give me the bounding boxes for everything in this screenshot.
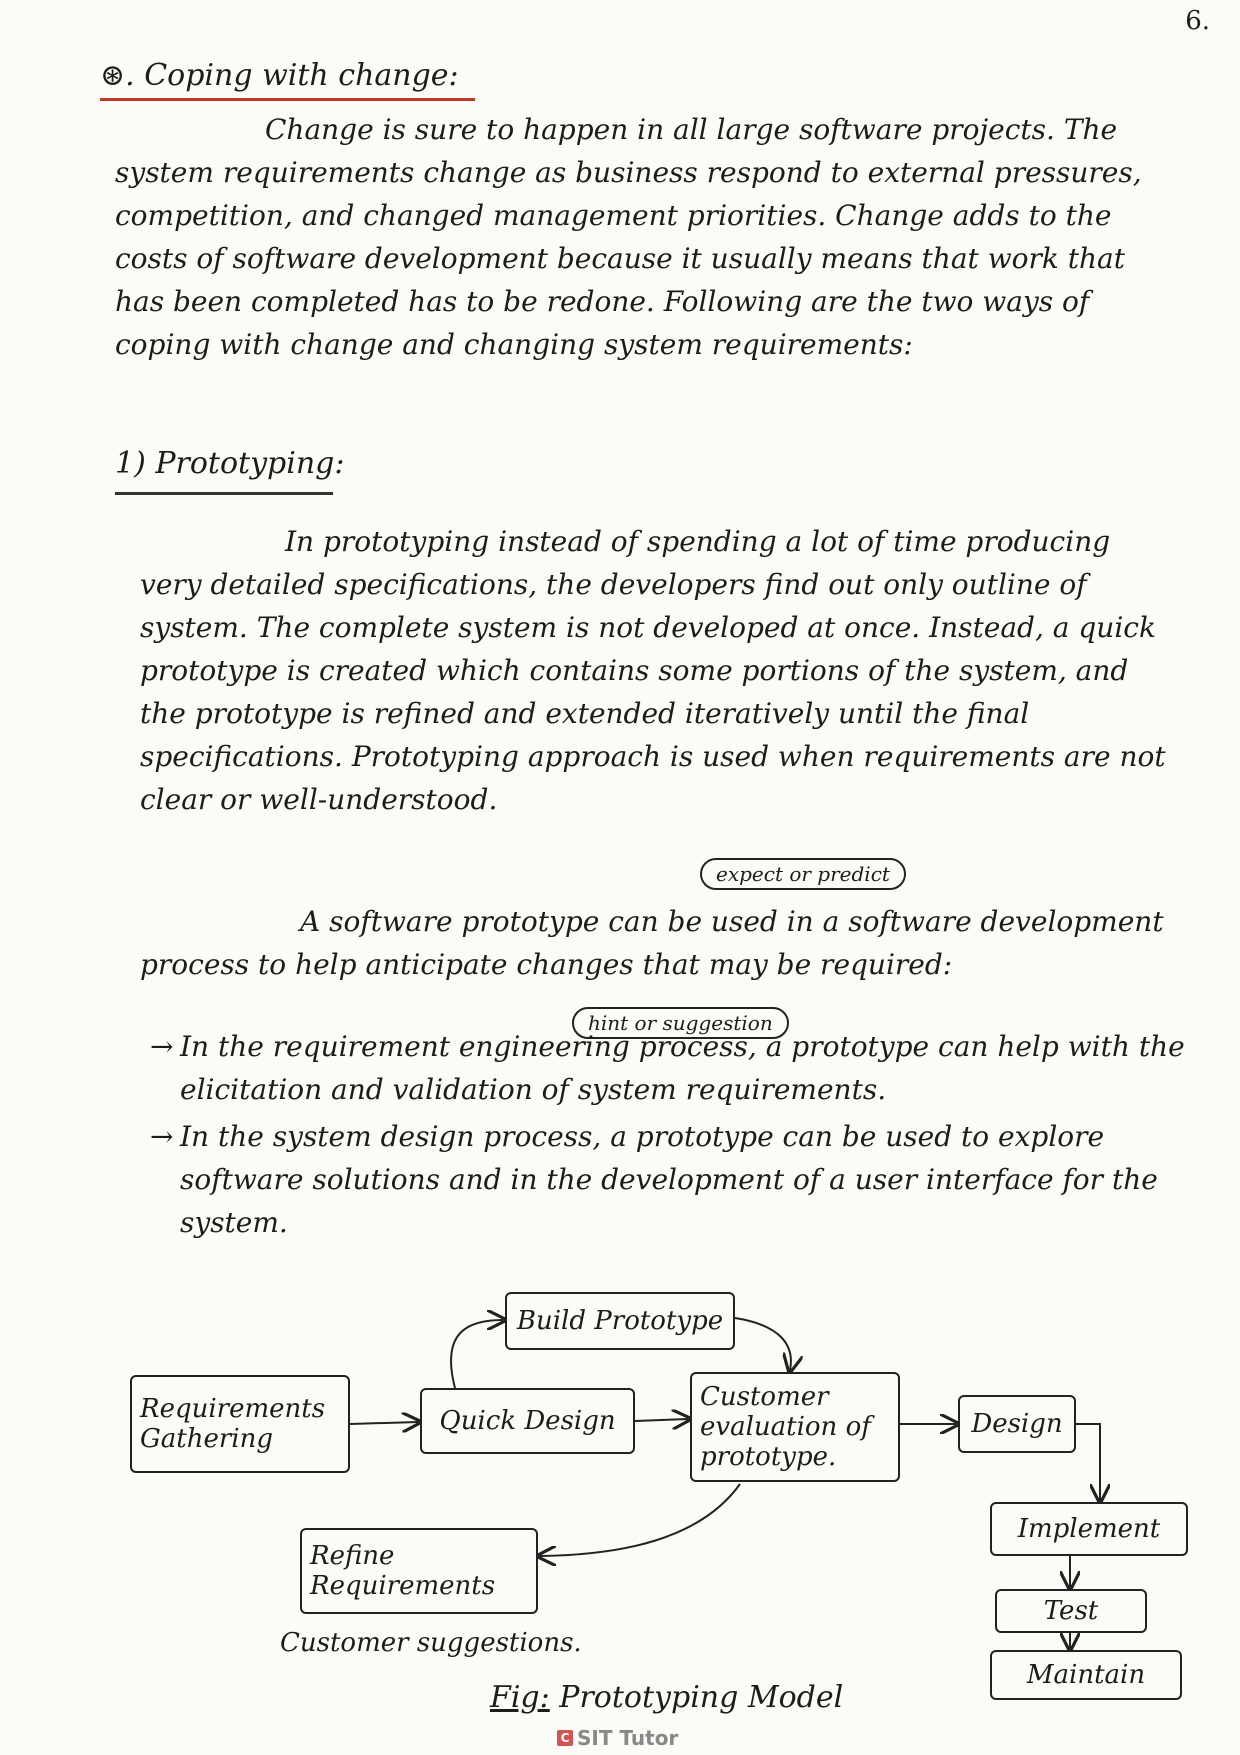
- list-item: [150, 1025, 1190, 1111]
- bullet-list: [150, 1025, 1190, 1248]
- prototyping-paragraph: In prototyping instead of spending a lot of time producing very detailed specifications, the developers find out only outline of system. The complete system is not developed at once. Instead, a quick prototype is created which contains some portions of the system, and the prototype is refined and extended iteratively until the final specifications. Prototyping approach is used when requirements are not clear or well-understood.: [140, 525, 1166, 816]
- figure-caption: [490, 1680, 843, 1715]
- box-quick-design: Quick Design: [420, 1388, 635, 1454]
- arrow-build-to-cust: [735, 1318, 791, 1370]
- prototyping-underline: [115, 492, 333, 495]
- arrow-right-icon: →: [150, 1120, 174, 1153]
- intro-paragraph: Change is sure to happen in all large software projects. The system requirements change as business respond to external pressures, competition, and changed management priorities. Change adds to the costs of software development because it usually means that work that has been completed has to be redone. Following are the two ways of coping with change and changing system requirements:: [115, 113, 1142, 361]
- figure-label: Fig:: [490, 1680, 550, 1715]
- arrow-quick-to-cust: [635, 1419, 688, 1421]
- heading-coping-with-change: ⊛. Coping with change:: [100, 58, 459, 93]
- box-build-prototype: Build Prototype: [505, 1292, 735, 1350]
- annotation-hint-or-suggestion: hint or suggestion: [572, 1007, 789, 1039]
- box-maintain: Maintain: [990, 1650, 1182, 1700]
- arrow-req-to-quick: [350, 1422, 418, 1424]
- annotation-expect-or-predict: expect or predict: [700, 858, 906, 890]
- box-implement: Implement: [990, 1502, 1188, 1556]
- box-requirements-gathering: Requirements Gathering: [130, 1375, 350, 1473]
- arrow-cust-to-refine: [540, 1484, 740, 1556]
- figure-title: Prototyping Model: [559, 1680, 844, 1715]
- bullet-text: In the system design process, a prototype can be used to explore software solutions and in the development of a user interface for the system.: [180, 1120, 1158, 1239]
- bullet-text: In the requirement engineering process, a prototype can help with the elicitation and validation of system requirements.: [180, 1030, 1185, 1106]
- heading-underline: [100, 98, 475, 101]
- heading-prototyping: 1) Prototyping:: [115, 446, 345, 481]
- watermark-logo-icon: C: [557, 1730, 573, 1746]
- arrow-right-icon: →: [150, 1030, 174, 1063]
- label-customer-suggestions: Customer suggestions.: [280, 1628, 582, 1658]
- box-design: Design: [958, 1395, 1076, 1453]
- arrow-quick-to-build: [451, 1320, 503, 1388]
- arrow-design-to-implement: [1076, 1424, 1100, 1500]
- list-item: [150, 1115, 1190, 1244]
- watermark-text: SIT Tutor: [577, 1726, 679, 1750]
- box-refine-requirements: Refine Requirements: [300, 1528, 538, 1614]
- watermark: [557, 1726, 678, 1750]
- box-test: Test: [995, 1589, 1147, 1633]
- page-number: 6.: [1185, 6, 1210, 36]
- box-customer-evaluation: Customer evaluation of prototype.: [690, 1372, 900, 1482]
- prototype-use-paragraph: A software prototype can be used in a software development process to help anticipate changes that may be required:: [140, 905, 1164, 981]
